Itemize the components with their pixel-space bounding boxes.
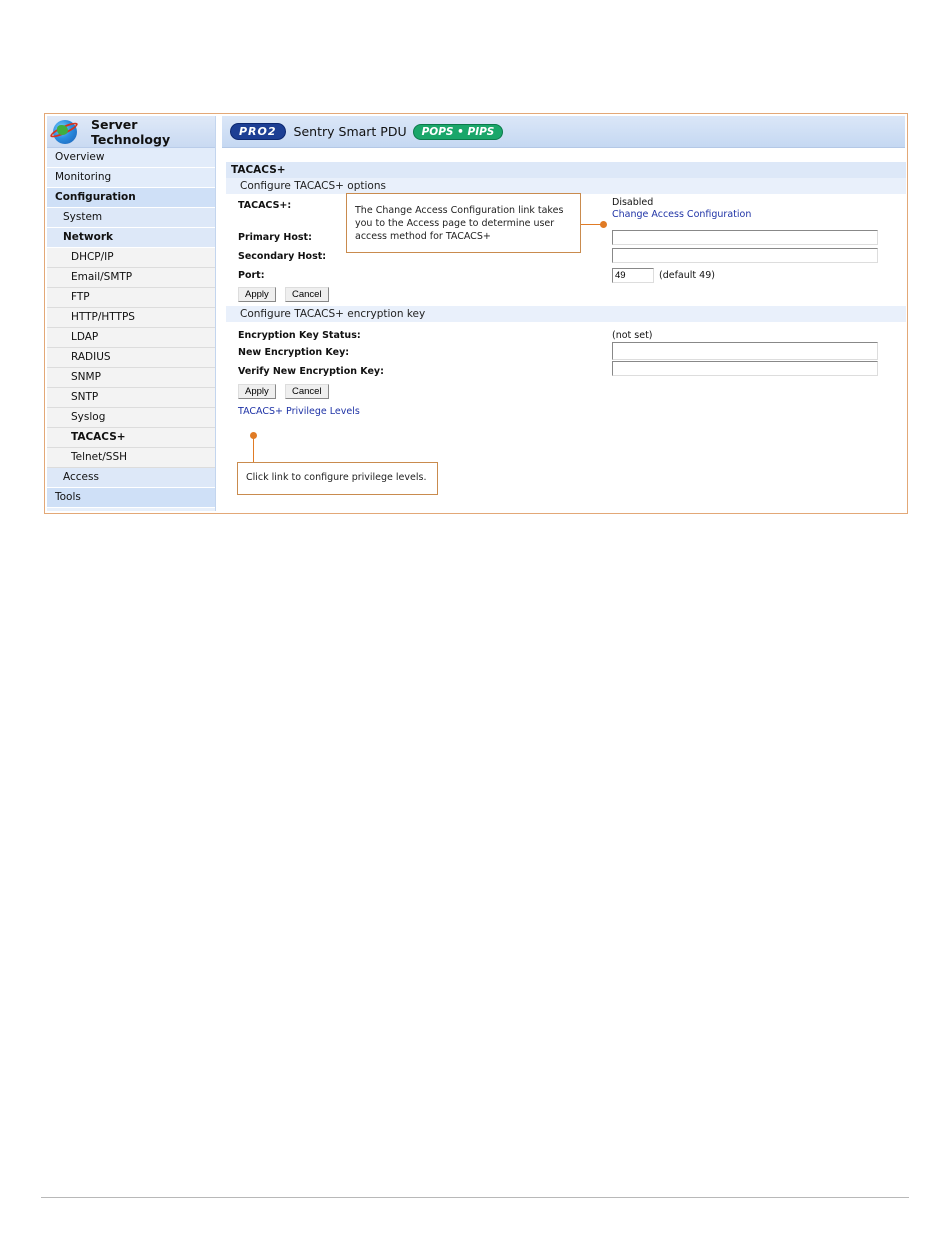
tacacs-status-value: Disabled [612,197,654,208]
sidebar-item-access[interactable]: Access [47,468,215,488]
pro2-logo: PRO2 [230,123,286,140]
sidebar-item-dhcp-ip[interactable]: DHCP/IP [47,248,215,268]
encryption-buttons [226,384,906,404]
sidebar-item-syslog[interactable]: Syslog [47,408,215,428]
sidebar-item-http-https[interactable]: HTTP/HTTPS [47,308,215,328]
callout-access-note: The Change Access Configuration link takes you to the Access page to determine user access method for TACACS+ [346,193,581,253]
brand-header [47,116,215,148]
secondary-host-input[interactable] [612,248,878,263]
sidebar-item-network[interactable]: Network [47,228,215,248]
primary-host-label: Primary Host: [238,232,312,243]
pops-pips-logo: POPS • PIPS [413,124,504,140]
screenshot-frame [44,113,908,514]
port-row [226,266,906,285]
callout-privilege-leader [253,436,254,463]
verify-key-input[interactable] [612,361,878,376]
key-status-value: (not set) [612,330,653,341]
sidebar-item-telnet-ssh[interactable]: Telnet/SSH [47,448,215,468]
apply-options-button[interactable]: Apply [238,287,276,302]
sidebar-item-system[interactable]: System [47,208,215,228]
port-input[interactable] [612,268,654,283]
brand-name: Server Technology [91,116,171,147]
page-title: TACACS+ [226,162,906,178]
cancel-encryption-button[interactable]: Cancel [285,384,329,399]
port-default-hint: (default 49) [659,270,715,281]
sidebar-item-ftp[interactable]: FTP [47,288,215,308]
primary-host-input[interactable] [612,230,878,245]
product-header [222,116,905,148]
sidebar [47,116,216,511]
sidebar-item-email-smtp[interactable]: Email/SMTP [47,268,215,288]
sidebar-item-snmp[interactable]: SNMP [47,368,215,388]
sidebar-item-monitoring[interactable]: Monitoring [47,168,215,188]
secondary-host-label: Secondary Host: [238,251,327,262]
port-label: Port: [238,270,265,281]
sidebar-item-radius[interactable]: RADIUS [47,348,215,368]
options-subtitle: Configure TACACS+ options [226,178,906,194]
privilege-link-row [226,404,906,423]
page-footer-rule [41,1197,909,1198]
sidebar-item-overview[interactable]: Overview [47,148,215,168]
change-access-configuration-link[interactable]: Change Access Configuration [612,209,752,220]
tacacs-privilege-levels-link[interactable]: TACACS+ Privilege Levels [238,406,360,417]
options-buttons [226,285,906,305]
sidebar-item-tacacs[interactable]: TACACS+ [47,428,215,448]
sidebar-item-configuration[interactable]: Configuration [47,188,215,208]
sidebar-item-sntp[interactable]: SNTP [47,388,215,408]
new-key-input[interactable] [612,342,878,360]
cancel-options-button[interactable]: Cancel [285,287,329,302]
new-key-label: New Encryption Key: [238,347,350,358]
sidebar-nav [47,148,215,508]
verify-key-row [226,365,906,384]
callout-privilege-note: Click link to configure privilege levels. [237,462,438,495]
apply-encryption-button[interactable]: Apply [238,384,276,399]
product-title: Sentry Smart PDU [293,124,407,139]
sidebar-item-tools[interactable]: Tools [47,488,215,508]
tacacs-label: TACACS+: [238,200,292,211]
callout-access-dot [600,221,607,228]
encryption-subtitle: Configure TACACS+ encryption key [226,306,906,322]
callout-privilege-dot [250,432,257,439]
sidebar-item-ldap[interactable]: LDAP [47,328,215,348]
verify-key-label: Verify New Encryption Key: [238,366,384,377]
globe-logo-icon [53,120,77,144]
key-status-label: Encryption Key Status: [238,330,361,341]
